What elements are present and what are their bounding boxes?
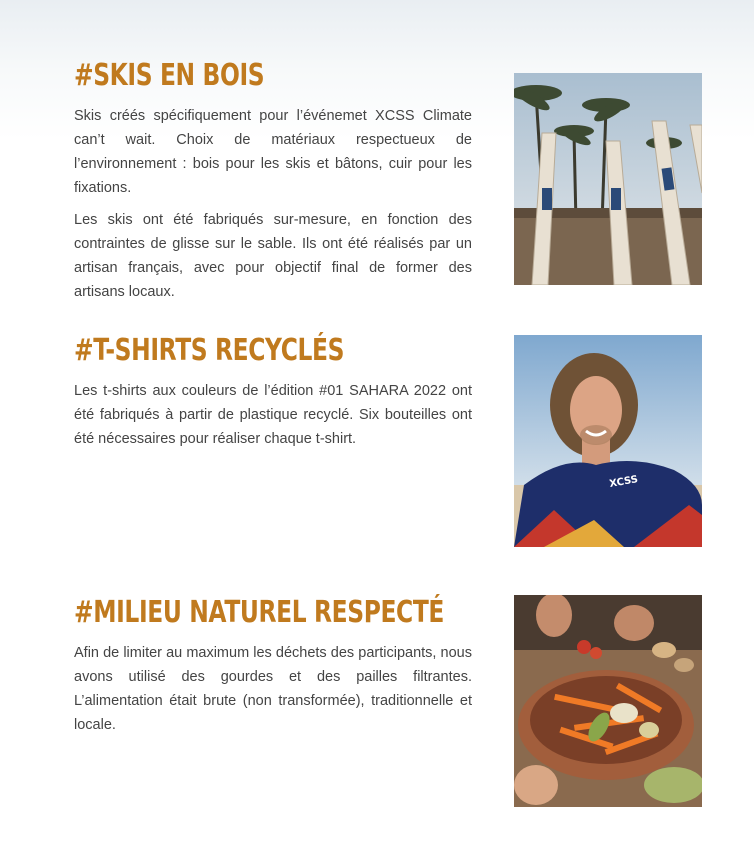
jersey-text: XCSS <box>608 474 639 490</box>
vegetables-bowl-photo <box>514 595 702 807</box>
section-title: #T-SHIRTS RECYCLÉS <box>74 333 345 368</box>
section-text <box>74 641 472 745</box>
section-skis <box>74 58 702 300</box>
section-tshirts <box>74 333 702 548</box>
section-milieu <box>74 595 702 810</box>
section-title: #MILIEU NATUREL RESPECTÉ <box>74 595 445 630</box>
section-text <box>74 379 472 459</box>
paragraph: Les t-shirts aux couleurs de l’édition #01 SAHARA 2022 ont été fabriqués à partir de plastique recyclé. Six bouteilles ont été nécessaires pour réaliser chaque t-shirt. <box>74 383 472 447</box>
section-title: #SKIS EN BOIS <box>74 58 265 93</box>
paragraph: Les skis ont été fabriqués sur-mesure, en fonction des contraintes de glisse sur le sable. Ils ont été réalisés par un artisan français, avec pour objectif final de former des artisans locaux. <box>74 212 472 300</box>
paragraph: Skis créés spécifiquement pour l’événemet XCSS Climate can’t wait. Choix de matériaux respectueux de l’environnement : bois pour les skis et bâtons, cuir pour les fixations. <box>74 108 472 196</box>
man-in-jersey-photo <box>514 335 702 547</box>
section-text <box>74 104 472 312</box>
paragraph: Afin de limiter au maximum les déchets des participants, nous avons utilisé des gourdes et des pailles filtrantes. L’alimentation était brute (non transformée), traditionnelle et locale. <box>74 645 472 733</box>
wooden-skis-photo <box>514 73 702 285</box>
